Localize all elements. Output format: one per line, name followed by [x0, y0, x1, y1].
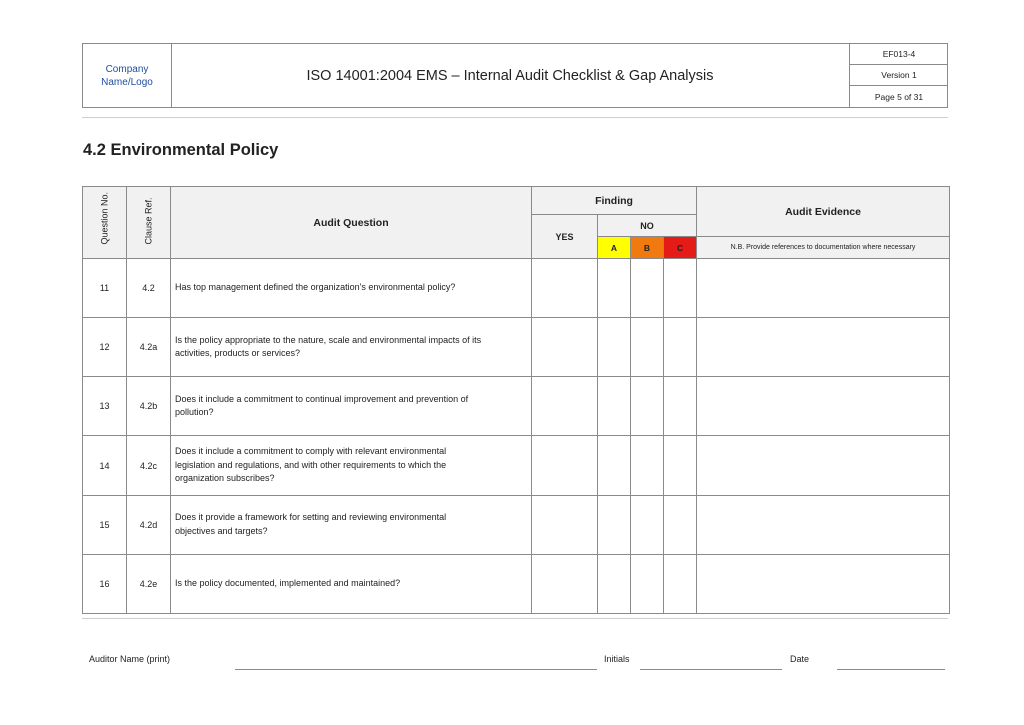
question-no: 11: [83, 259, 127, 318]
grade-a-cell[interactable]: [598, 377, 631, 436]
yes-cell[interactable]: [532, 554, 598, 613]
audit-question: Does it provide a framework for setting and reviewing environmental objectives and targets?: [171, 495, 532, 554]
grade-b-cell[interactable]: [631, 436, 664, 495]
auditor-name-line[interactable]: [235, 669, 597, 670]
table-row: [83, 436, 950, 495]
table-row: [83, 554, 950, 613]
col-finding: Finding: [532, 187, 697, 215]
company-logo-placeholder: [83, 44, 172, 107]
evidence-note: N.B. Provide references to documentation where necessary: [697, 237, 950, 259]
yes-cell[interactable]: [532, 436, 598, 495]
col-clause-ref: Clause Ref.: [127, 187, 171, 259]
grade-b-cell[interactable]: [631, 377, 664, 436]
grade-c-cell[interactable]: [664, 377, 697, 436]
col-audit-question: Audit Question: [171, 187, 532, 259]
initials-line[interactable]: [640, 669, 782, 670]
grade-a: A: [598, 237, 631, 259]
auditor-name-label: Auditor Name (print): [89, 654, 171, 664]
evidence-cell[interactable]: [697, 554, 950, 613]
logo-line-1: Company: [105, 63, 149, 75]
evidence-cell[interactable]: [697, 436, 950, 495]
table-row: [83, 318, 950, 377]
question-no: 12: [83, 318, 127, 377]
grade-a-cell[interactable]: [598, 318, 631, 377]
section-title: 4.2 Environmental Policy: [83, 141, 279, 159]
grade-b-cell[interactable]: [631, 259, 664, 318]
audit-question: Has top management defined the organization's environmental policy?: [171, 259, 532, 318]
grade-c-cell[interactable]: [664, 259, 697, 318]
grade-a-cell[interactable]: [598, 554, 631, 613]
date-label: Date: [790, 654, 810, 664]
table-row: [83, 377, 950, 436]
grade-a-cell[interactable]: [598, 259, 631, 318]
grade-b-cell[interactable]: [631, 495, 664, 554]
col-question-no: Question No.: [83, 187, 127, 259]
divider: [82, 117, 948, 118]
audit-question: Does it include a commitment to comply with relevant environmental legislation and regulations, and with other requirements to which the organization subscribes?: [171, 436, 532, 495]
grade-b-cell[interactable]: [631, 318, 664, 377]
document-meta: [849, 44, 948, 107]
clause-ref: 4.2a: [127, 318, 171, 377]
document-header: [82, 43, 948, 108]
evidence-cell[interactable]: [697, 318, 950, 377]
question-no: 16: [83, 554, 127, 613]
audit-question: Is the policy appropriate to the nature, scale and environmental impacts of its activities, products or services?: [171, 318, 532, 377]
audit-question: Is the policy documented, implemented and maintained?: [171, 554, 532, 613]
grade-c-cell[interactable]: [664, 495, 697, 554]
table-row: [83, 259, 950, 318]
audit-checklist-table: [82, 186, 950, 614]
col-yes: YES: [532, 215, 598, 259]
question-no: 13: [83, 377, 127, 436]
grade-c-cell[interactable]: [664, 436, 697, 495]
col-no: NO: [598, 215, 697, 237]
evidence-cell[interactable]: [697, 377, 950, 436]
yes-cell[interactable]: [532, 377, 598, 436]
audit-question: Does it include a commitment to continual improvement and prevention of pollution?: [171, 377, 532, 436]
clause-ref: 4.2e: [127, 554, 171, 613]
doc-code: EF013-4: [850, 44, 948, 65]
yes-cell[interactable]: [532, 318, 598, 377]
clause-ref: 4.2d: [127, 495, 171, 554]
doc-version: Version 1: [850, 65, 948, 86]
evidence-cell[interactable]: [697, 495, 950, 554]
evidence-cell[interactable]: [697, 259, 950, 318]
question-no: 14: [83, 436, 127, 495]
date-line[interactable]: [837, 669, 945, 670]
grade-b: B: [631, 237, 664, 259]
grade-a-cell[interactable]: [598, 495, 631, 554]
yes-cell[interactable]: [532, 495, 598, 554]
grade-c-cell[interactable]: [664, 318, 697, 377]
clause-ref: 4.2: [127, 259, 171, 318]
grade-c: C: [664, 237, 697, 259]
clause-ref: 4.2b: [127, 377, 171, 436]
grade-c-cell[interactable]: [664, 554, 697, 613]
table-row: [83, 495, 950, 554]
page-number: Page 5 of 31: [874, 91, 924, 102]
logo-line-2: Name/Logo: [101, 76, 153, 88]
grade-b-cell[interactable]: [631, 554, 664, 613]
document-title: ISO 14001:2004 EMS – Internal Audit Checklist & Gap Analysis: [306, 67, 714, 84]
grade-a-cell[interactable]: [598, 436, 631, 495]
question-no: 15: [83, 495, 127, 554]
initials-label: Initials: [604, 654, 630, 664]
yes-cell[interactable]: [532, 259, 598, 318]
col-audit-evidence: Audit Evidence: [697, 187, 950, 237]
clause-ref: 4.2c: [127, 436, 171, 495]
divider: [82, 618, 948, 619]
